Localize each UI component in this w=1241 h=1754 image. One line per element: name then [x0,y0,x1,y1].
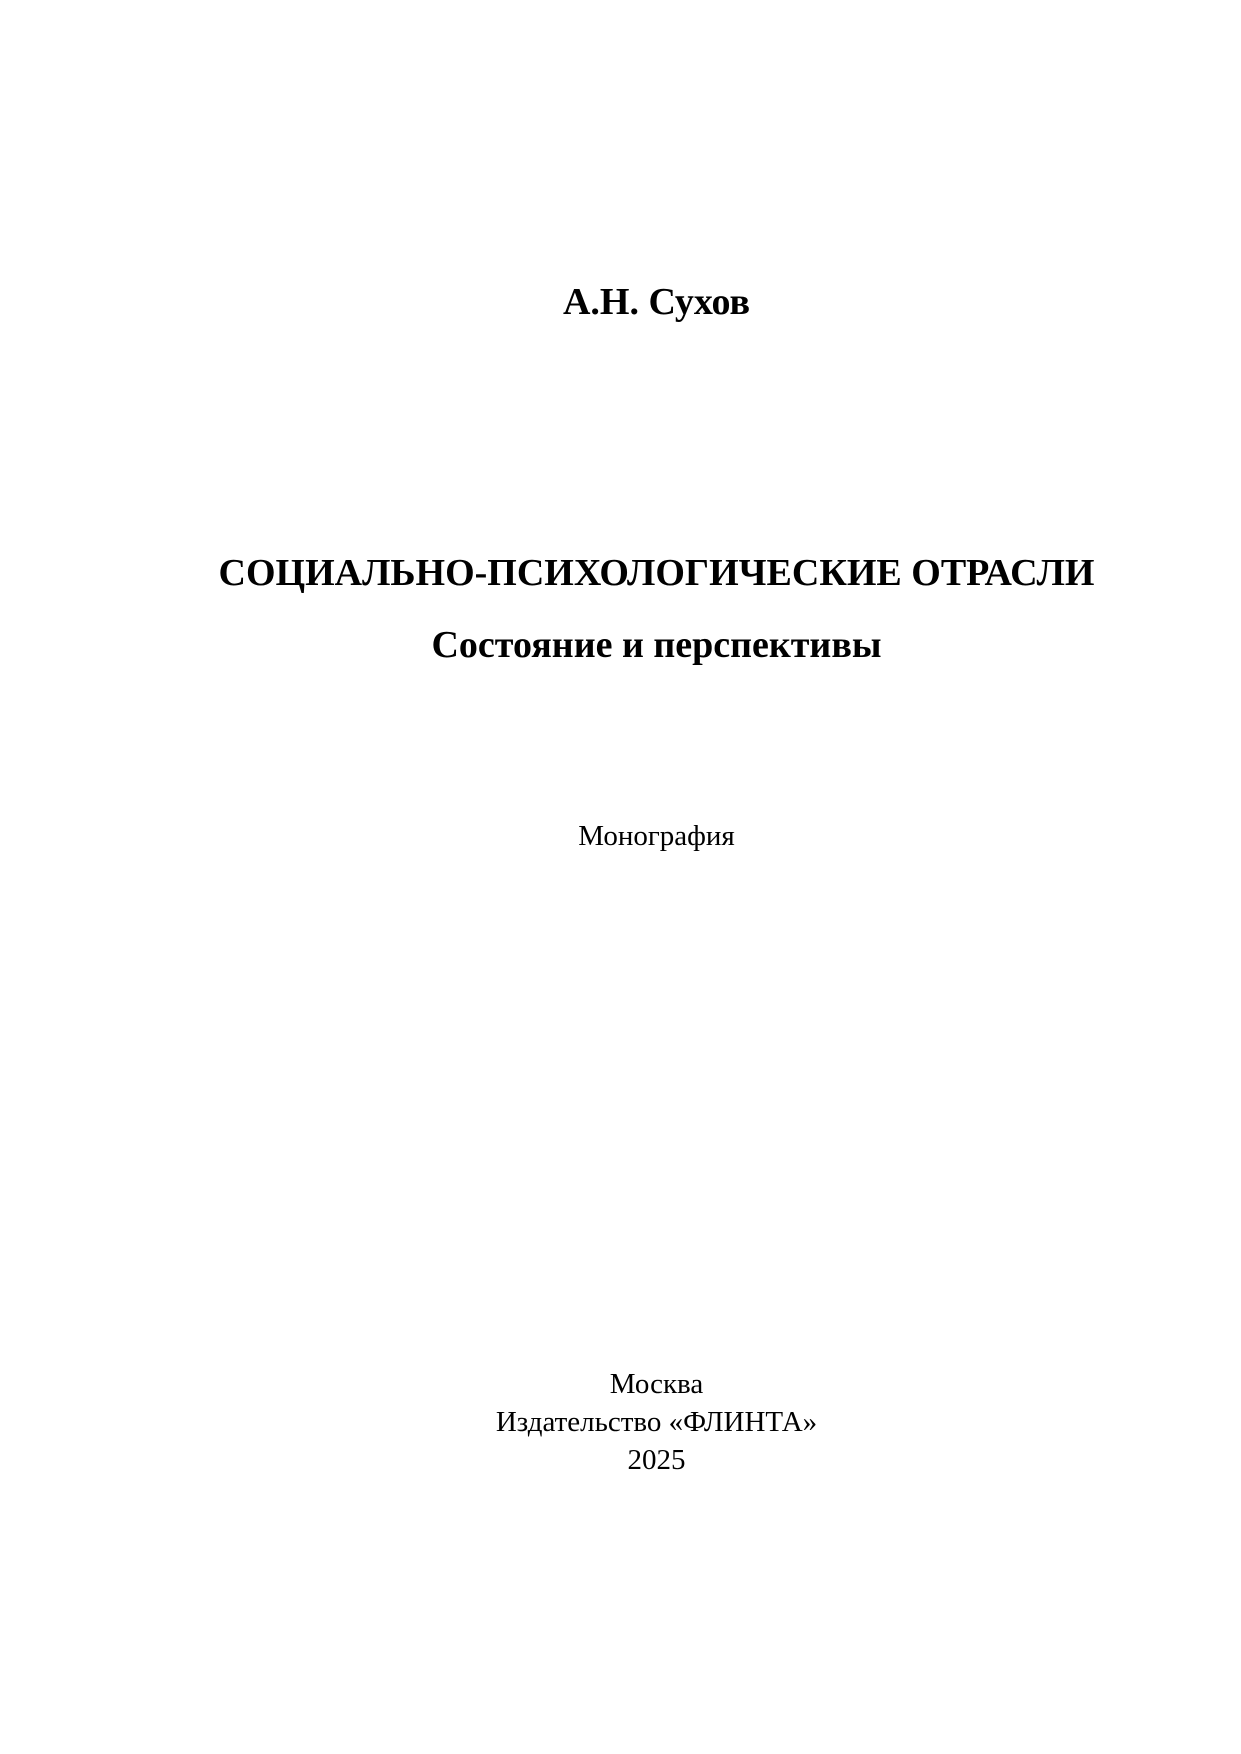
imprint-city: Москва [609,1368,704,1400]
imprint-publisher: Издательство «ФЛИНТА» [495,1406,818,1438]
book-title: СОЦИАЛЬНО-ПСИХОЛОГИЧЕСКИЕ ОТРАСЛИ [218,552,1095,594]
author-name: А.Н. Сухов [562,281,751,323]
imprint-year: 2025 [627,1444,686,1476]
book-genre: Монография [578,820,735,852]
book-subtitle: Состояние и перспективы [431,624,882,666]
